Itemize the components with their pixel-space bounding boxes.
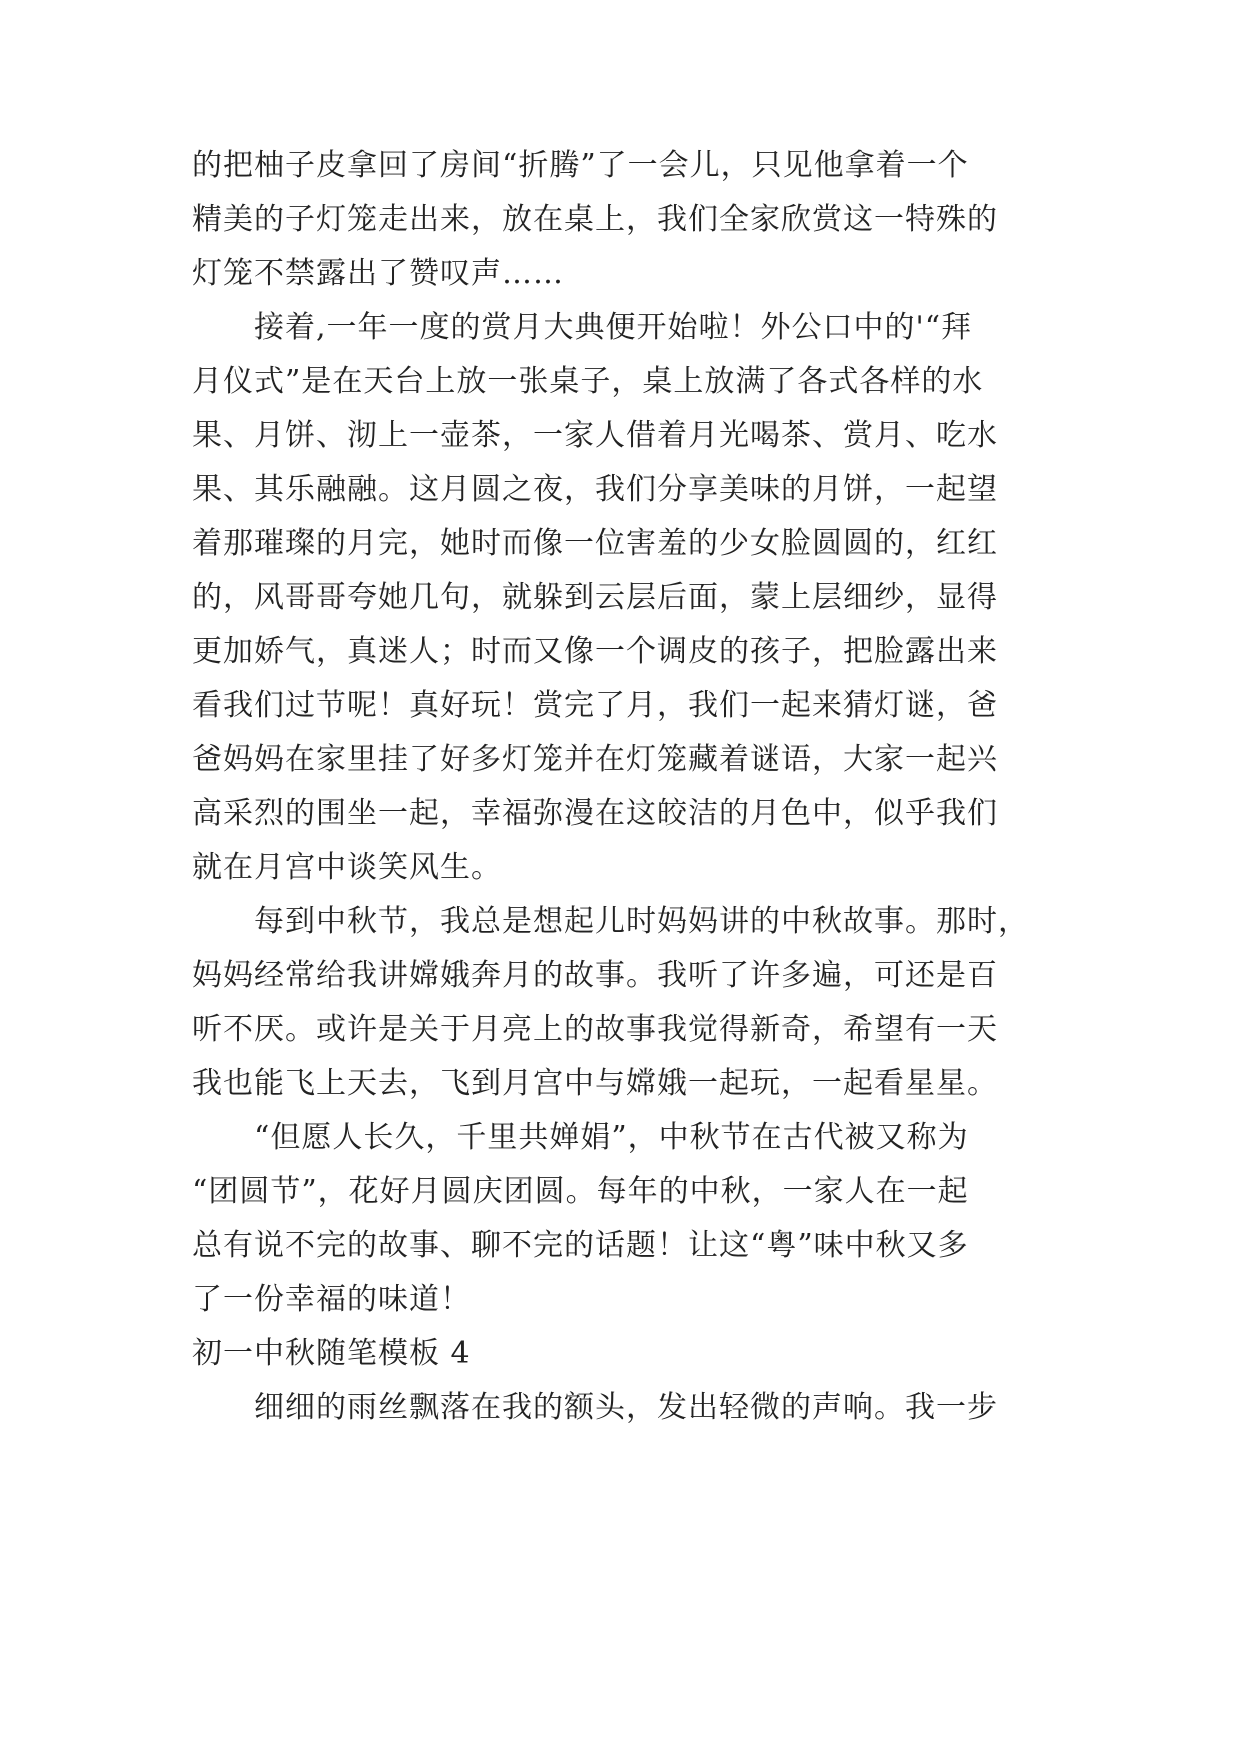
- text-line: 果、其乐融融。这月圆之夜，我们分享美味的月饼，一起望: [192, 472, 998, 507]
- text-line: 妈妈经常给我讲嫦娥奔月的故事。我听了许多遍，可还是百: [192, 958, 998, 993]
- text-line: 我也能飞上天去，飞到月宫中与嫦娥一起玩，一起看星星。: [192, 1066, 998, 1101]
- text-line: 了一份幸福的味道！: [192, 1282, 471, 1317]
- text-line: 月仪式”是在天台上放一张桌子，桌上放满了各式各样的水: [192, 364, 984, 399]
- text-line: 精美的子灯笼走出来，放在桌上，我们全家欣赏这一特殊的: [192, 202, 998, 237]
- text-line: 接着,一年一度的赏月大典便开始啦！外公口中的'“拜: [192, 310, 973, 345]
- text-line: 就在月宫中谈笑风生。: [192, 850, 502, 885]
- text-line: 果、月饼、沏上一壶茶，一家人借着月光喝茶、赏月、吃水: [192, 418, 998, 453]
- text-line: 细细的雨丝飘落在我的额头，发出轻微的声响。我一步: [192, 1390, 998, 1425]
- text-line: 高采烈的围坐一起，幸福弥漫在这皎洁的月色中，似乎我们: [192, 796, 998, 831]
- text-line: 的，风哥哥夸她几句，就躲到云层后面，蒙上层细纱，显得: [192, 580, 998, 615]
- text-line: 爸妈妈在家里挂了好多灯笼并在灯笼藏着谜语，大家一起兴: [192, 742, 998, 777]
- text-line: 更加娇气，真迷人；时而又像一个调皮的孩子，把脸露出来: [192, 634, 998, 669]
- text-line: 看我们过节呢！真好玩！赏完了月，我们一起来猜灯谜，爸: [192, 688, 998, 723]
- text-line: “团圆节”，花好月圆庆团圆。每年的中秋，一家人在一起: [192, 1174, 969, 1209]
- text-line: “但愿人长久，千里共婵娟”，中秋节在古代被又称为: [192, 1120, 969, 1155]
- text-line: 听不厌。或许是关于月亮上的故事我觉得新奇，希望有一天: [192, 1012, 998, 1047]
- text-line: 灯笼不禁露出了赞叹声……: [192, 256, 564, 291]
- section-heading: 初一中秋随笔模板 4: [192, 1336, 471, 1371]
- text-line: 的把柚子皮拿回了房间“折腾”了一会儿，只见他拿着一个: [192, 148, 969, 183]
- text-line: 总有说不完的故事、聊不完的话题！让这“粤”味中秋又多: [192, 1228, 969, 1263]
- text-line: 着那璀璨的月完，她时而像一位害羞的少女脸圆圆的，红红: [192, 526, 998, 561]
- text-line: 每到中秋节，我总是想起儿时妈妈讲的中秋故事。那时，: [192, 904, 1029, 939]
